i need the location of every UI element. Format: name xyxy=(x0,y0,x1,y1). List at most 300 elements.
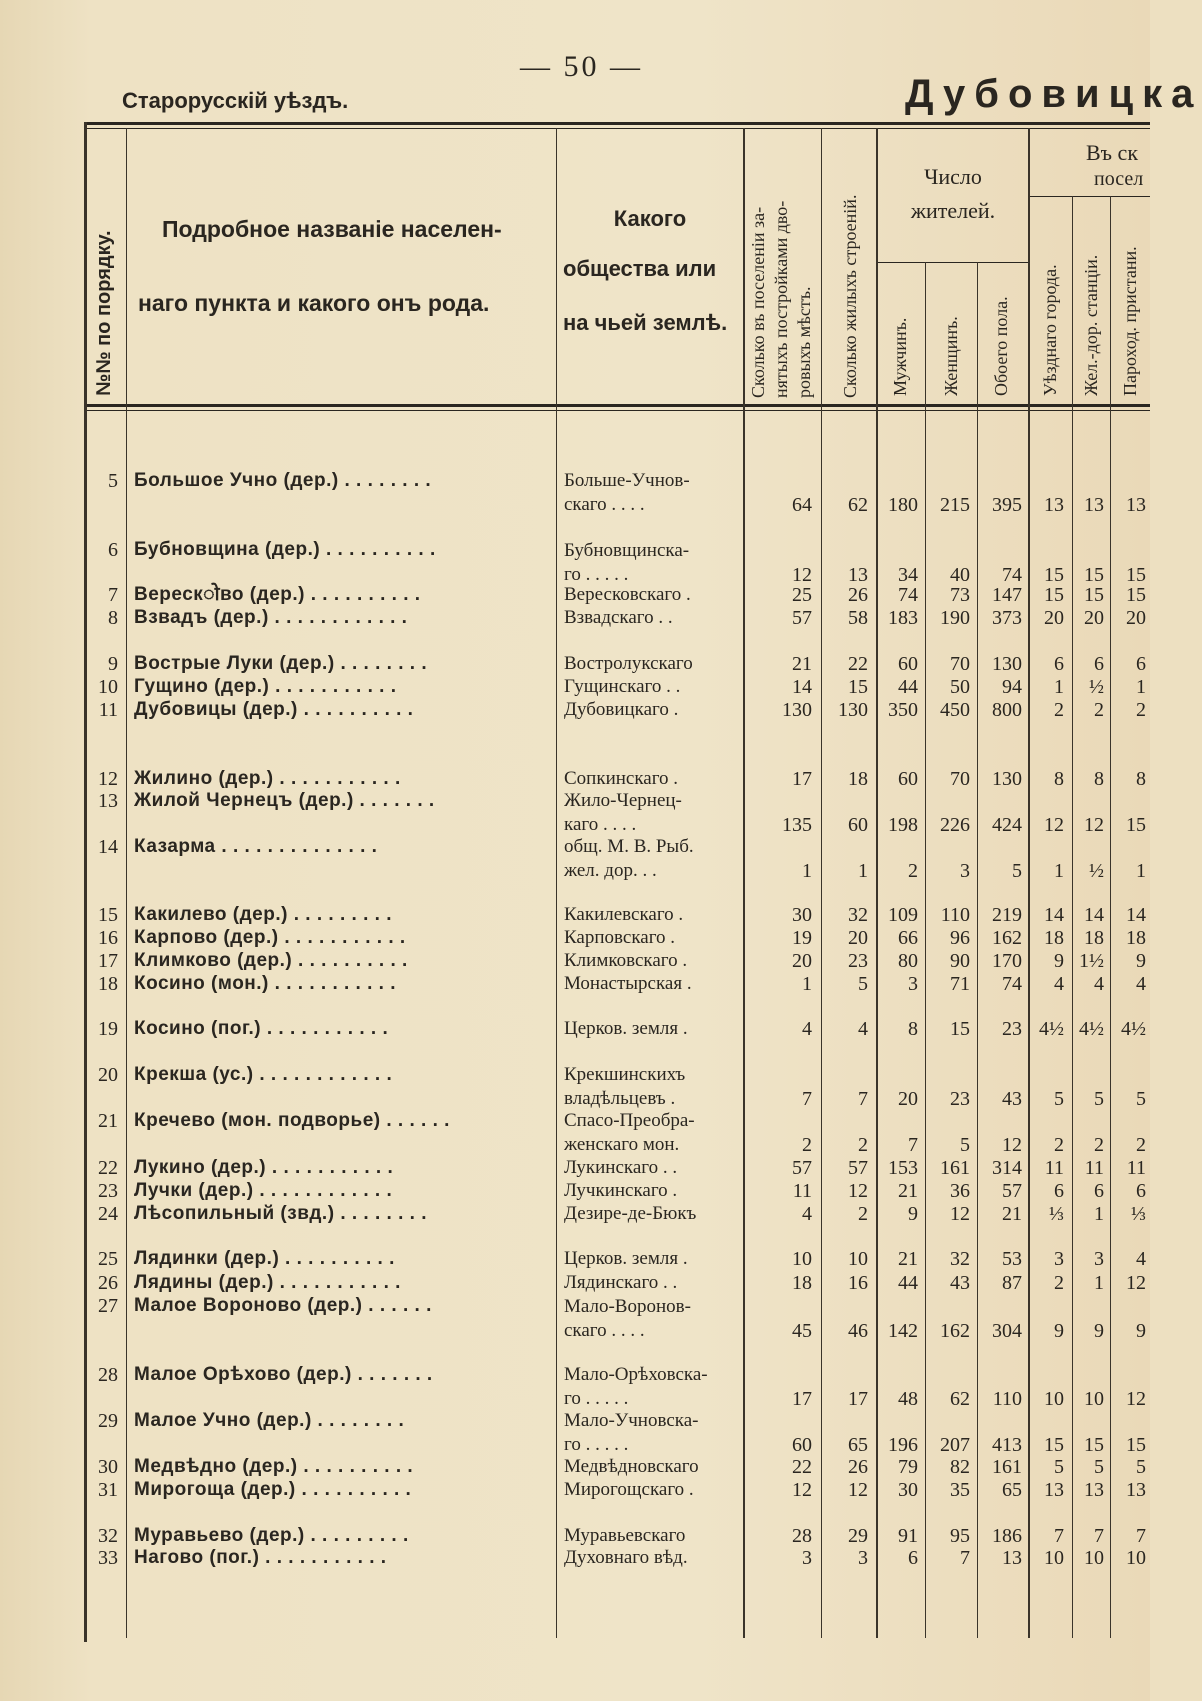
table-cell: 207 xyxy=(940,1434,970,1456)
table-cell: 46 xyxy=(848,1320,868,1342)
table-cell: 110 xyxy=(940,904,970,926)
table-cell: 3 xyxy=(960,860,970,882)
table-cell: 12 xyxy=(1126,1272,1146,1294)
table-cell: 1½ xyxy=(1079,950,1104,972)
table-cell: 8 xyxy=(908,1018,918,1040)
table-cell: 190 xyxy=(940,607,970,629)
society-text: Гущинскаго . . xyxy=(564,676,681,697)
table-cell: 21 xyxy=(898,1180,918,1202)
table-cell: 20 xyxy=(898,1088,918,1110)
table-cell: 60 xyxy=(898,653,918,675)
row-number: 8 xyxy=(108,607,118,629)
row-number: 22 xyxy=(98,1157,118,1179)
table-cell: 12 xyxy=(848,1479,868,1501)
district-heading: Старорусскій уѣздъ. xyxy=(122,88,349,113)
table-cell: 198 xyxy=(888,814,918,836)
table-cell: 3 xyxy=(1054,1248,1064,1270)
table-cell: 45 xyxy=(792,1320,812,1342)
settlement-name: Нагово (пог.) . . . . . . . . . . . xyxy=(134,1547,387,1568)
row-number: 7 xyxy=(108,584,118,606)
table-cell: 14 xyxy=(1126,904,1146,926)
table-cell: 94 xyxy=(1002,676,1022,698)
table-cell: 7 xyxy=(1094,1525,1104,1547)
society-text: Востролукскаго xyxy=(564,653,693,674)
table-cell: 7 xyxy=(908,1134,918,1156)
row-number: 9 xyxy=(108,653,118,675)
table-cell: 23 xyxy=(1002,1018,1022,1040)
table-cell: 6 xyxy=(908,1547,918,1569)
society-text: Какилевскаго . xyxy=(564,904,684,925)
table-cell: 5 xyxy=(1136,1088,1146,1110)
settlement-name: Лучки (дер.) . . . . . . . . . . . . xyxy=(134,1180,393,1201)
society-text: Сопкинскаго . xyxy=(564,768,679,789)
page-number: — 50 — xyxy=(520,50,643,83)
society-text: женскаго мон. xyxy=(564,1134,680,1155)
table-cell: 183 xyxy=(888,607,918,629)
table-cell: 17 xyxy=(792,1388,812,1410)
table-cell: 5 xyxy=(1012,860,1022,882)
settlement-name: Лядины (дер.) . . . . . . . . . . . xyxy=(134,1272,401,1293)
table-cell: 161 xyxy=(940,1157,970,1179)
table-cell: 10 xyxy=(792,1248,812,1270)
row-number: 21 xyxy=(98,1110,118,1132)
table-cell: 373 xyxy=(992,607,1022,629)
column-rule xyxy=(1028,128,1030,1638)
table-cell: 14 xyxy=(792,676,812,698)
settlement-name: Медвѣдно (дер.) . . . . . . . . . . xyxy=(134,1456,414,1477)
table-cell: 15 xyxy=(1084,564,1104,586)
society-text: Лучкинскаго . xyxy=(564,1180,678,1201)
settlement-name: Малое Орѣхово (дер.) . . . . . . . xyxy=(134,1364,433,1385)
table-cell: 20 xyxy=(1126,607,1146,629)
table-cell: 2 xyxy=(1094,1134,1104,1156)
table-cell: 2 xyxy=(1054,699,1064,721)
table-cell: 15 xyxy=(1084,1434,1104,1456)
table-cell: 5 xyxy=(1094,1088,1104,1110)
header-society-line2: общества или xyxy=(563,256,717,281)
table-cell: 9 xyxy=(1136,950,1146,972)
table-cell: 25 xyxy=(792,584,812,606)
settlement-name: Мирогоща (дер.) . . . . . . . . . . xyxy=(134,1479,412,1500)
table-cell: 29 xyxy=(848,1525,868,1547)
society-text: Монастырская . xyxy=(564,973,692,994)
table-cell: 3 xyxy=(858,1547,868,1569)
society-text: Жило-Чернец- xyxy=(564,790,682,811)
table-cell: 3 xyxy=(1094,1248,1104,1270)
table-cell: 22 xyxy=(792,1456,812,1478)
table-cell: 5 xyxy=(960,1134,970,1156)
table-cell: 186 xyxy=(992,1525,1022,1547)
header-rail: Жел.-дор. станціи. xyxy=(1081,254,1101,396)
table-cell: 15 xyxy=(1044,564,1064,586)
table-cell: 20 xyxy=(792,950,812,972)
header-population-line1: Число xyxy=(924,164,982,189)
society-text: Крекшинскихъ xyxy=(564,1064,686,1085)
table-top-rule xyxy=(84,122,1150,125)
society-text: Больше-Учнов- xyxy=(564,470,690,491)
table-cell: 80 xyxy=(898,950,918,972)
table-top-rule-thin xyxy=(84,128,1150,129)
header-society-line1: Какого xyxy=(613,206,687,231)
table-cell: 2 xyxy=(858,1134,868,1156)
table-cell: 32 xyxy=(950,1248,970,1270)
table-cell: 21 xyxy=(792,653,812,675)
table-cell: 57 xyxy=(1002,1180,1022,1202)
table-cell: 153 xyxy=(888,1157,918,1179)
table-cell: 1 xyxy=(1054,676,1064,698)
table-cell: 43 xyxy=(1002,1088,1022,1110)
table-cell: 71 xyxy=(950,973,970,995)
table-cell: 43 xyxy=(950,1272,970,1294)
table-cell: 74 xyxy=(1002,973,1022,995)
settlement-name: Бубновщина (дер.) . . . . . . . . . . xyxy=(134,539,436,560)
population-subheader-rule xyxy=(877,262,1028,263)
settlement-name: Лѣсопильный (звд.) . . . . . . . . xyxy=(134,1203,428,1224)
table-cell: 5 xyxy=(1054,1088,1064,1110)
row-number: 29 xyxy=(98,1410,118,1432)
table-cell: 395 xyxy=(992,494,1022,516)
society-text: Климковскаго . xyxy=(564,950,688,971)
table-cell: 6 xyxy=(1054,1180,1064,1202)
distance-subheader-rule xyxy=(1029,196,1150,197)
table-cell: 53 xyxy=(1002,1248,1022,1270)
table-cell: 2 xyxy=(802,1134,812,1156)
settlement-name: Крекша (ус.) . . . . . . . . . . . . xyxy=(134,1064,393,1085)
table-cell: 424 xyxy=(992,814,1022,836)
table-cell: 13 xyxy=(1126,1479,1146,1501)
table-cell: 13 xyxy=(1044,494,1064,516)
table-cell: 800 xyxy=(992,699,1022,721)
table-cell: 9 xyxy=(1136,1320,1146,1342)
table-cell: 109 xyxy=(888,904,918,926)
table-cell: 60 xyxy=(898,768,918,790)
table-cell: 14 xyxy=(1044,904,1064,926)
table-cell: 15 xyxy=(1126,564,1146,586)
table-cell: 15 xyxy=(1126,584,1146,606)
header-bottom-rule xyxy=(84,404,1150,407)
table-cell: 70 xyxy=(950,768,970,790)
settlement-name: Большое Учно (дер.) . . . . . . . . xyxy=(134,470,432,491)
column-rule xyxy=(743,128,745,1638)
row-number: 20 xyxy=(98,1064,118,1086)
table-cell: 180 xyxy=(888,494,918,516)
row-number: 10 xyxy=(98,676,118,698)
volost-heading: Дубовицка xyxy=(905,72,1202,116)
row-number: 28 xyxy=(98,1364,118,1386)
settlement-name: Жилой Чернецъ (дер.) . . . . . . . xyxy=(134,790,435,811)
settlement-name: Муравьево (дер.) . . . . . . . . . xyxy=(134,1525,409,1546)
table-cell: 95 xyxy=(950,1525,970,1547)
society-text: Карповскаго . xyxy=(564,927,676,948)
table-cell: 96 xyxy=(950,927,970,949)
table-cell: 8 xyxy=(1094,768,1104,790)
society-text: каго . . . . xyxy=(564,814,637,835)
table-cell: 18 xyxy=(1044,927,1064,949)
society-text: Вересковскаго . xyxy=(564,584,691,605)
row-number: 24 xyxy=(98,1203,118,1225)
society-text: Мало-Орѣховска- xyxy=(564,1364,708,1385)
table-cell: 20 xyxy=(1044,607,1064,629)
table-cell: 87 xyxy=(1002,1272,1022,1294)
table-cell: 73 xyxy=(950,584,970,606)
table-cell: 413 xyxy=(992,1434,1022,1456)
table-cell: 6 xyxy=(1136,1180,1146,1202)
table-cell: 90 xyxy=(950,950,970,972)
society-text: Мало-Воронов- xyxy=(564,1296,691,1317)
table-cell: 12 xyxy=(848,1180,868,1202)
table-cell: 162 xyxy=(992,927,1022,949)
table-cell: 44 xyxy=(898,676,918,698)
table-cell: 48 xyxy=(898,1388,918,1410)
table-cell: 450 xyxy=(940,699,970,721)
table-cell: 161 xyxy=(992,1456,1022,1478)
header-men: Мужчинъ. xyxy=(890,317,910,396)
table-cell: 57 xyxy=(792,607,812,629)
society-text: го . . . . . xyxy=(564,1434,629,1455)
row-number: 26 xyxy=(98,1272,118,1294)
column-rule xyxy=(126,128,127,1638)
table-cell: 130 xyxy=(992,768,1022,790)
table-cell: 20 xyxy=(1084,607,1104,629)
table-cell: 20 xyxy=(848,927,868,949)
table-cell: 3 xyxy=(908,973,918,995)
society-text: Медвѣдновскаго xyxy=(564,1456,699,1477)
settlement-name: Гущино (дер.) . . . . . . . . . . . xyxy=(134,676,397,697)
row-number: 17 xyxy=(98,950,118,972)
table-cell: 15 xyxy=(848,676,868,698)
row-number: 32 xyxy=(98,1525,118,1547)
row-number: 27 xyxy=(98,1295,118,1317)
table-cell: 12 xyxy=(1044,814,1064,836)
header-buildings-line3: ровыхъ мѣстъ. xyxy=(794,286,814,398)
table-cell: 18 xyxy=(1084,927,1104,949)
table-cell: 12 xyxy=(792,564,812,586)
society-text: владѣльцевъ . xyxy=(564,1088,676,1109)
table-cell: 16 xyxy=(848,1272,868,1294)
table-cell: 1 xyxy=(1136,676,1146,698)
table-cell: 74 xyxy=(898,584,918,606)
table-cell: 40 xyxy=(950,564,970,586)
table-cell: 21 xyxy=(898,1248,918,1270)
table-cell: 7 xyxy=(960,1547,970,1569)
society-text: Муравьевскаго xyxy=(564,1525,686,1546)
row-number: 19 xyxy=(98,1018,118,1040)
society-text: Дубовицкаго . xyxy=(564,699,679,720)
table-cell: 50 xyxy=(950,676,970,698)
table-cell: 3 xyxy=(802,1547,812,1569)
header-buildings-line2: нятыхъ постройками дво- xyxy=(771,200,791,398)
table-cell: 82 xyxy=(950,1456,970,1478)
table-cell: 13 xyxy=(1084,494,1104,516)
society-text: скаго . . . . xyxy=(564,494,645,515)
table-cell: 1 xyxy=(1094,1272,1104,1294)
table-cell: 44 xyxy=(898,1272,918,1294)
settlement-name: Какилево (дер.) . . . . . . . . . xyxy=(134,904,392,925)
header-name-line2: наго пункта и какого онъ рода. xyxy=(138,290,490,316)
column-rule xyxy=(876,128,878,1638)
table-cell: 10 xyxy=(1044,1388,1064,1410)
table-cell: 13 xyxy=(1084,1479,1104,1501)
table-cell: 23 xyxy=(848,950,868,972)
settlement-name: Малое Учно (дер.) . . . . . . . . xyxy=(134,1410,405,1431)
table-cell: 130 xyxy=(992,653,1022,675)
row-number: 15 xyxy=(98,904,118,926)
table-cell: 215 xyxy=(940,494,970,516)
society-text: скаго . . . . xyxy=(564,1320,645,1341)
table-cell: 2 xyxy=(1054,1134,1064,1156)
table-cell: 60 xyxy=(792,1434,812,1456)
table-cell: 8 xyxy=(1136,768,1146,790)
table-cell: 21 xyxy=(1002,1203,1022,1225)
table-cell: 135 xyxy=(782,814,812,836)
society-text: Мало-Учновска- xyxy=(564,1410,699,1431)
table-cell: 2 xyxy=(858,1203,868,1225)
settlement-name: Кречево (мон. подворье) . . . . . . xyxy=(134,1110,450,1131)
row-number: 18 xyxy=(98,973,118,995)
society-text: Духовнаго вѣд. xyxy=(564,1547,688,1568)
table-cell: 9 xyxy=(1094,1320,1104,1342)
settlement-name: Жилино (дер.) . . . . . . . . . . . xyxy=(134,768,401,789)
table-cell: 15 xyxy=(1126,814,1146,836)
table-cell: 2 xyxy=(1136,1134,1146,1156)
row-number: 23 xyxy=(98,1180,118,1202)
table-cell: 11 xyxy=(1084,1157,1104,1179)
header-both: Обоего пола. xyxy=(991,296,1011,396)
header-distance-line2: посел xyxy=(1094,168,1144,190)
table-cell: 7 xyxy=(1136,1525,1146,1547)
society-text: Мирогощскаго . xyxy=(564,1479,694,1500)
society-text: Дезире-де-Бюкъ xyxy=(564,1203,697,1224)
table-cell: 30 xyxy=(792,904,812,926)
table-cell: 5 xyxy=(1136,1456,1146,1478)
table-cell: 9 xyxy=(908,1203,918,1225)
table-cell: ⅓ xyxy=(1131,1203,1146,1225)
table-cell: 14 xyxy=(1084,904,1104,926)
table-cell: 15 xyxy=(950,1018,970,1040)
table-cell: 58 xyxy=(848,607,868,629)
table-cell: 28 xyxy=(792,1525,812,1547)
table-cell: 1 xyxy=(1094,1203,1104,1225)
society-text: Лядинскаго . . xyxy=(564,1272,678,1293)
table-cell: 130 xyxy=(782,699,812,721)
table-cell: 7 xyxy=(858,1088,868,1110)
table-cell: 35 xyxy=(950,1479,970,1501)
table-cell: 4 xyxy=(1054,973,1064,995)
table-cell: 304 xyxy=(992,1320,1022,1342)
table-cell: 12 xyxy=(1126,1388,1146,1410)
table-cell: ⅓ xyxy=(1049,1203,1064,1225)
society-text: Бубновщинска- xyxy=(564,540,690,561)
header-distance-line1: Въ ск xyxy=(1086,140,1139,165)
table-cell: 12 xyxy=(1084,814,1104,836)
header-women: Женщинъ. xyxy=(941,316,961,396)
column-rule xyxy=(556,128,557,1638)
table-cell: 32 xyxy=(848,904,868,926)
table-cell: 1 xyxy=(1054,860,1064,882)
table-cell: 130 xyxy=(838,699,868,721)
table-cell: 7 xyxy=(1054,1525,1064,1547)
settlement-name: Косино (мон.) . . . . . . . . . . . xyxy=(134,973,397,994)
table-cell: 4 xyxy=(802,1018,812,1040)
table-cell: 10 xyxy=(1084,1547,1104,1569)
table-cell: 18 xyxy=(792,1272,812,1294)
header-society-line3: на чьей землѣ. xyxy=(563,310,728,335)
table-cell: 170 xyxy=(992,950,1022,972)
table-cell: 6 xyxy=(1094,1180,1104,1202)
settlement-name: Вострые Луки (дер.) . . . . . . . . xyxy=(134,653,428,674)
settlement-name: Верескोво (дер.) . . . . . . . . . . xyxy=(134,584,421,605)
table-cell: 12 xyxy=(1002,1134,1022,1156)
table-cell: 12 xyxy=(792,1479,812,1501)
row-number: 30 xyxy=(98,1456,118,1478)
header-buildings-line1: Сколько въ поселеніи за- xyxy=(748,206,768,398)
settlement-name: Карпово (дер.) . . . . . . . . . . . xyxy=(134,927,406,948)
settlement-name: Лукино (дер.) . . . . . . . . . . . xyxy=(134,1157,394,1178)
table-cell: 5 xyxy=(1054,1456,1064,1478)
header-town: Уѣзднаго города. xyxy=(1040,264,1060,396)
row-number: 25 xyxy=(98,1248,118,1270)
row-number: 11 xyxy=(98,699,118,721)
table-cell: 110 xyxy=(992,1388,1022,1410)
table-cell: 4½ xyxy=(1039,1018,1064,1040)
header-name-line1: Подробное названіе населен- xyxy=(162,216,502,242)
table-cell: 5 xyxy=(1094,1456,1104,1478)
table-cell: 7 xyxy=(802,1088,812,1110)
table-cell: 9 xyxy=(1054,950,1064,972)
table-cell: 314 xyxy=(992,1157,1022,1179)
table-cell: 13 xyxy=(1044,1479,1064,1501)
row-number: 14 xyxy=(98,836,118,858)
table-cell: 226 xyxy=(940,814,970,836)
table-cell: 18 xyxy=(1126,927,1146,949)
table-cell: 79 xyxy=(898,1456,918,1478)
row-number: 5 xyxy=(108,470,118,492)
table-cell: 196 xyxy=(888,1434,918,1456)
settlement-name: Климково (дер.) . . . . . . . . . . xyxy=(134,950,408,971)
table-cell: 6 xyxy=(1136,653,1146,675)
table-cell: 17 xyxy=(848,1388,868,1410)
table-cell: 26 xyxy=(848,1456,868,1478)
society-text: Церков. земля . xyxy=(564,1018,688,1039)
table-cell: 57 xyxy=(848,1157,868,1179)
table-cell: 8 xyxy=(1054,768,1064,790)
row-number: 31 xyxy=(98,1479,118,1501)
row-number: 6 xyxy=(108,539,118,561)
table-cell: 22 xyxy=(848,653,868,675)
settlement-name: Казарма . . . . . . . . . . . . . . xyxy=(134,836,378,857)
header-pier: Пароход. пристани. xyxy=(1120,246,1140,396)
header-row-number: №№ по порядку. xyxy=(93,230,115,396)
society-text: жел. дор. . . xyxy=(564,860,657,881)
table-cell: 13 xyxy=(1002,1547,1022,1569)
column-rule xyxy=(821,128,822,1638)
table-cell: 6 xyxy=(1054,653,1064,675)
table-cell: 12 xyxy=(950,1203,970,1225)
table-cell: 74 xyxy=(1002,564,1022,586)
header-population-line2: жителей. xyxy=(910,198,996,223)
society-text: го . . . . . xyxy=(564,564,629,585)
table-cell: 162 xyxy=(940,1320,970,1342)
society-text: общ. М. В. Рыб. xyxy=(564,836,694,857)
table-cell: 70 xyxy=(950,653,970,675)
society-text: Лукинскаго . . xyxy=(564,1157,678,1178)
table-cell: 219 xyxy=(992,904,1022,926)
table-cell: 2 xyxy=(1094,699,1104,721)
table-cell: 350 xyxy=(888,699,918,721)
table-cell: 2 xyxy=(1136,699,1146,721)
settlement-name: Лядинки (дер.) . . . . . . . . . . xyxy=(134,1248,395,1269)
table-cell: 4 xyxy=(858,1018,868,1040)
